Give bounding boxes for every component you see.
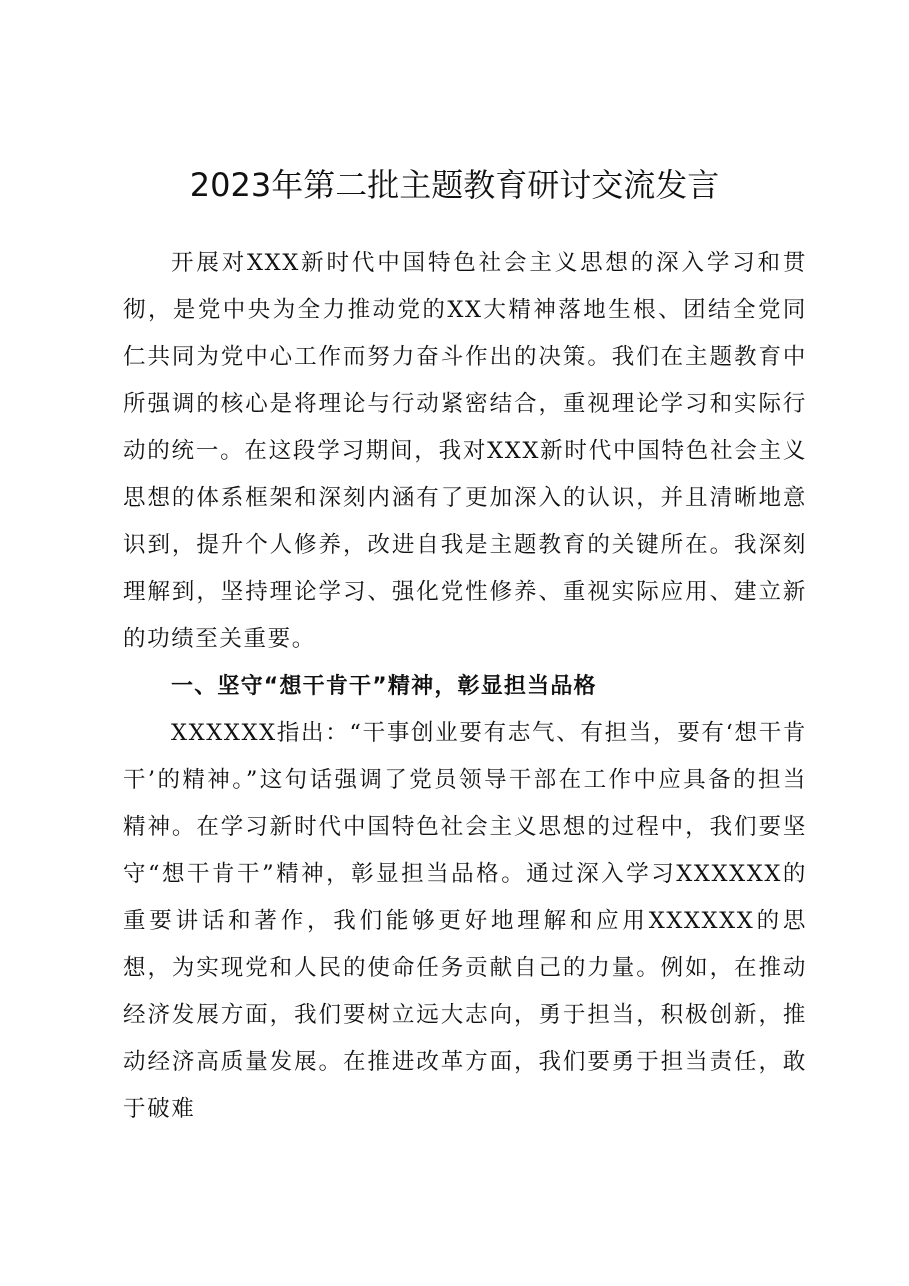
document-body: [123, 240, 807, 1133]
section-paragraph: XXXXXX指出：“干事创业要有志气、有担当，要有‘想干肯干’的精神。”这句话强调了党员领导干部在工作中应具备的担当精神。在学习新时代中国特色社会主义思想的过程中，我们要坚守“想干肯干”精神，彰显担当品格。通过深入学习XXXXXX的重要讲话和著作，我们能够更好地理解和应用XXXXXX的思想，为实现党和人民的使命任务贡献自己的力量。例如，在推动经济发展方面，我们要树立远大志向，勇于担当，积极创新，推动经济高质量发展。在推进改革方面，我们要勇于担当责任，敢于破难: [123, 720, 807, 1122]
document-title: 2023年第二批主题教育研讨交流发言: [189, 166, 720, 204]
intro-paragraph: 开展对XXX新时代中国特色社会主义思想的深入学习和贯彻，是党中央为全力推动党的XX大精神落地生根、团结全党同仁共同为党中心工作而努力奋斗作出的决策。我们在主题教育中所强调的核心是将理论与行动紧密结合，重视理论学习和实际行动的统一。在这段学习期间，我对XXX新时代中国特色社会主义思想的体系框架和深刻内涵有了更加深入的认识，并且清晰地意识到，提升个人修养，改进自我是主题教育的关键所在。我深刻理解到，坚持理论学习、强化党性修养、重视实际应用、建立新的功绩至关重要。: [123, 250, 807, 652]
section-heading: 一、坚守“想干肯干”精神，彰显担当品格: [171, 674, 597, 699]
